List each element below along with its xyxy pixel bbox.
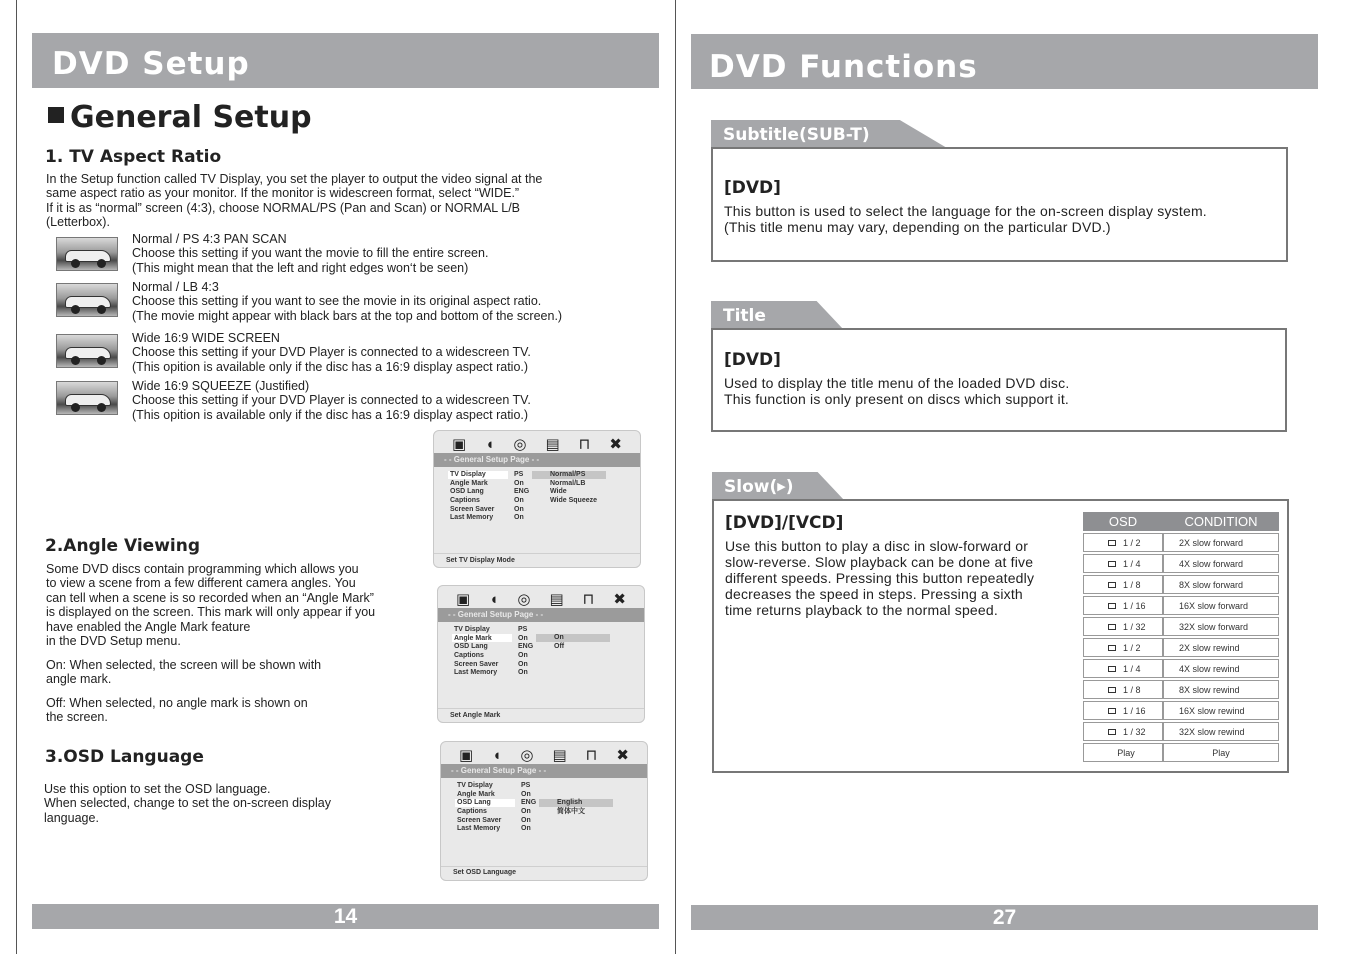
disc-icon: ◎ — [513, 436, 527, 453]
page-heading — [48, 100, 312, 135]
close-icon: ✖ — [616, 747, 629, 764]
osd-footer: Set OSD Language — [453, 869, 517, 876]
left-banner: DVD Setup — [32, 33, 659, 88]
table-row — [1083, 575, 1279, 594]
disc-icon: ◎ — [520, 747, 534, 764]
osd-menu-osd-language: ▣ ◖ ◎ ▤ ⊓ ✖ - - General Setup Page - - TV Display Angle Mark OSD Lang Captions Screen Saver Last Memory PS On ENG On On On English 简体中文 Set OSD Language — [440, 741, 648, 881]
title-box — [711, 328, 1287, 432]
table-row — [1083, 701, 1279, 720]
osd-cell: 1 / 8 — [1083, 575, 1163, 594]
table-row — [1083, 659, 1279, 678]
lock-icon: ⊓ — [582, 591, 595, 608]
speaker-icon: ◖ — [492, 747, 502, 764]
osd-footer: Set TV Display Mode — [446, 557, 515, 564]
slow-tab: Slow(▶) — [712, 472, 844, 500]
slow-speed-table — [1083, 510, 1279, 764]
right-page-number: 27 — [691, 905, 1318, 930]
car-thumbnail-image — [56, 237, 118, 271]
tv-icon: ▣ — [456, 591, 471, 608]
slow-dvd-vcd-label: [DVD]/[VCD] — [725, 513, 844, 533]
table-row — [1083, 638, 1279, 657]
table-row — [1083, 554, 1279, 573]
table-header-row — [1083, 512, 1279, 531]
page-divider — [675, 0, 676, 954]
tv-icon: ▣ — [459, 747, 474, 764]
condition-cell: 16X slow rewind — [1163, 701, 1279, 720]
angle-text: Some DVD discs contain programming which allows you to view a scene from a few different camera angles. You can tell when a scene is so recorded when an “Angle Mark” is displayed on the screen. This mark will only appear if you have enabled the Angle Mark feature in the DVD Setup menu. — [46, 562, 376, 649]
aspect-option: Normal / LB 4:3 Choose this setting if you want to see the movie in its original aspect ratio. (The movie might appear with black bars at the top and bottom of the screen.) — [132, 280, 563, 323]
osd-menu-angle-mark: ▣ ◖ ◎ ▤ ⊓ ✖ - - General Setup Page - - TV Display Angle Mark OSD Lang Captions Screen Saver Last Memory PS On ENG On On On On Off Set Angle Mark — [437, 585, 645, 723]
slow-rewind-icon — [1108, 687, 1116, 693]
osd-cell: 1 / 2 — [1083, 638, 1163, 657]
condition-cell: 16X slow forward — [1163, 596, 1279, 615]
condition-cell: 2X slow forward — [1163, 533, 1279, 552]
speaker-icon: ◖ — [485, 436, 495, 453]
osd-cell: 1 / 2 — [1083, 533, 1163, 552]
aspect-option: Normal / PS 4:3 PAN SCAN Choose this setting if you want the movie to fill the entire screen. (This might mean that the left and right edges won‘t be seen) — [132, 232, 489, 275]
subtitle-text: This button is used to select the language for the on-screen display system. (This title menu may vary, depending on the particular DVD.) — [724, 203, 1207, 235]
aspect-option: Wide 16:9 WIDE SCREEN Choose this setting if your DVD Player is connected to a widescreen TV. (This opition is available only if the disc has a 16:9 display aspect ratio.) — [132, 331, 531, 374]
osd-cell: 1 / 32 — [1083, 617, 1163, 636]
disc-icon: ◎ — [517, 591, 531, 608]
car-thumbnail-image — [56, 381, 118, 415]
osd-icon-bar — [459, 746, 629, 766]
slow-forward-icon — [1108, 561, 1116, 567]
title-text: Used to display the title menu of the loaded DVD disc. This function is only present on discs which support it. — [724, 375, 1070, 407]
table-row — [1083, 617, 1279, 636]
osd-icon-bar — [456, 590, 626, 610]
subtitle-tab: Subtitle(SUB-T) — [711, 120, 947, 148]
square-bullet-icon — [48, 107, 64, 123]
osd-menu-tv-display: ▣ ◖ ◎ ▤ ⊓ ✖ - - General Setup Page - - TV Display Angle Mark OSD Lang Captions Screen Saver Last Memory PS On ENG On On On Normal/PS Normal/LB Wide Wide Squeeze Set TV Display Mode — [433, 430, 641, 568]
osd-title-bar: - - General Setup Page - - — [438, 608, 644, 622]
osd-icon-bar — [452, 435, 622, 455]
header-osd: OSD — [1083, 512, 1163, 531]
section-title-angle: 2.Angle Viewing — [45, 536, 201, 556]
slow-text: Use this button to play a disc in slow-forward or slow-reverse. Slow playback can be done at five different speeds. Pressing this button repeatedly decreases the speed in steps. Pressing a sixth time returns playback to the normal speed. — [725, 538, 1035, 618]
angle-off-text: Off: When selected, no angle mark is shown on the screen. — [46, 696, 308, 725]
aspect-intro: In the Setup function called TV Display, you set the player to output the video signal at the same aspect ratio as your monitor. If the monitor is widescreen format, select “WIDE.” If it is as “normal” screen (4:3), choose NORMAL/PS (Pan and Scan) or NORMAL L/B (Letterbox). — [46, 172, 543, 230]
subtitle-box — [711, 147, 1288, 262]
subtitle-dvd-label: [DVD] — [724, 178, 781, 198]
aspect-option: Wide 16:9 SQUEEZE (Justified) Choose this setting if your DVD Player is connected to a widescreen TV. (This opition is available only if the disc has a 16:9 display aspect ratio.) — [132, 379, 531, 422]
slow-forward-icon — [1108, 540, 1116, 546]
slow-rewind-icon — [1108, 666, 1116, 672]
osd-cell: 1 / 8 — [1083, 680, 1163, 699]
keyboard-icon: ▤ — [545, 436, 560, 453]
lock-icon: ⊓ — [585, 747, 598, 764]
slow-rewind-icon — [1108, 708, 1116, 714]
table-row — [1083, 533, 1279, 552]
osd-cell: 1 / 32 — [1083, 722, 1163, 741]
condition-cell: 2X slow rewind — [1163, 638, 1279, 657]
slow-rewind-icon — [1108, 645, 1116, 651]
title-dvd-label: [DVD] — [724, 350, 781, 370]
condition-cell: Play — [1163, 743, 1279, 762]
speaker-icon: ◖ — [489, 591, 499, 608]
slow-forward-icon — [1108, 582, 1116, 588]
right-banner: DVD Functions — [691, 34, 1318, 89]
osd-title-bar: - - General Setup Page - - — [441, 764, 647, 778]
table-row — [1083, 596, 1279, 615]
condition-cell: 32X slow rewind — [1163, 722, 1279, 741]
condition-cell: 8X slow forward — [1163, 575, 1279, 594]
osd-cell: 1 / 16 — [1083, 701, 1163, 720]
tv-icon: ▣ — [452, 436, 467, 453]
slow-forward-icon — [1108, 624, 1116, 630]
header-condition: CONDITION — [1163, 512, 1279, 531]
table-row — [1083, 680, 1279, 699]
lock-icon: ⊓ — [578, 436, 591, 453]
keyboard-icon: ▤ — [549, 591, 564, 608]
condition-cell: 32X slow forward — [1163, 617, 1279, 636]
condition-cell: 4X slow rewind — [1163, 659, 1279, 678]
left-page-number: 14 — [32, 904, 659, 929]
car-thumbnail-image — [56, 334, 118, 368]
title-tab: Title — [711, 301, 843, 329]
close-icon: ✖ — [609, 436, 622, 453]
slow-play-icon: ▶ — [777, 480, 786, 493]
slow-forward-icon — [1108, 603, 1116, 609]
osd-cell: 1 / 4 — [1083, 554, 1163, 573]
section-title-aspect: 1. TV Aspect Ratio — [45, 147, 222, 167]
close-icon: ✖ — [613, 591, 626, 608]
condition-cell: 8X slow rewind — [1163, 680, 1279, 699]
condition-cell: 4X slow forward — [1163, 554, 1279, 573]
general-setup-title: General Setup — [70, 100, 312, 135]
angle-on-text: On: When selected, the screen will be shown with angle mark. — [46, 658, 322, 687]
keyboard-icon: ▤ — [552, 747, 567, 764]
table-row — [1083, 743, 1279, 762]
car-thumbnail-image — [56, 283, 118, 317]
osd-cell: 1 / 4 — [1083, 659, 1163, 678]
osd-cell: Play — [1083, 743, 1163, 762]
osd-footer: Set Angle Mark — [450, 712, 501, 719]
table-row — [1083, 722, 1279, 741]
slow-rewind-icon — [1108, 729, 1116, 735]
section-title-osd-language: 3.OSD Language — [45, 747, 204, 767]
osd-language-text: Use this option to set the OSD language. When selected, change to set the on-screen display language. — [44, 782, 331, 825]
osd-title-bar: - - General Setup Page - - — [434, 453, 640, 467]
osd-cell: 1 / 16 — [1083, 596, 1163, 615]
left-page-border — [16, 0, 17, 954]
